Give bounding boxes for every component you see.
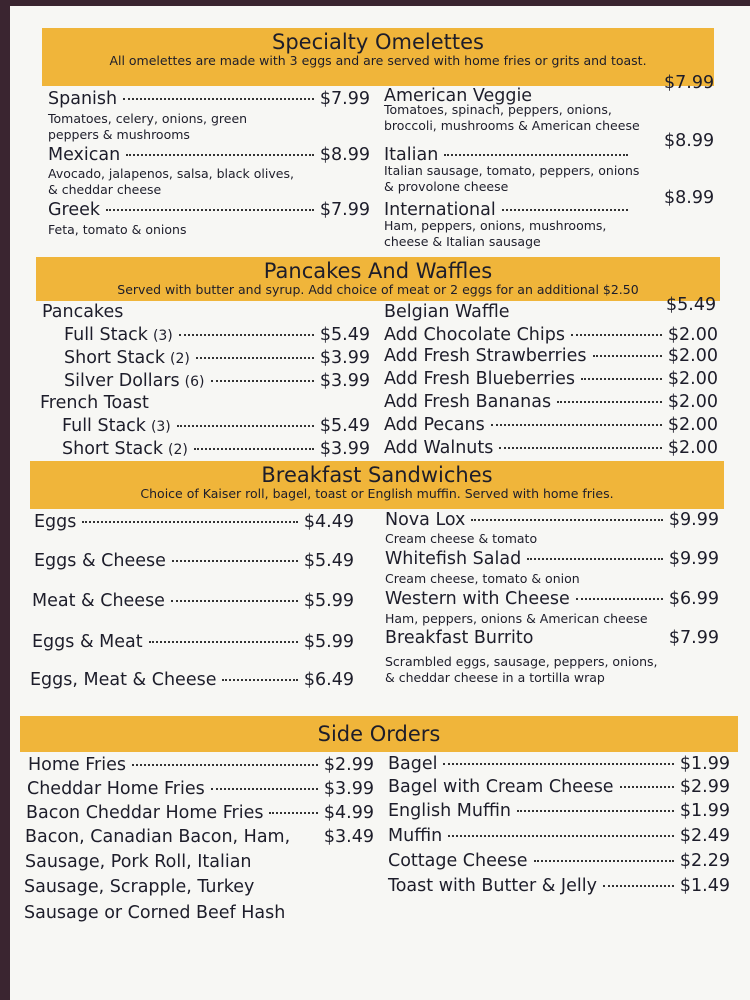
french-toast-label: French Toast [40,393,149,413]
menu-item: Western with Cheese $6.99 [385,589,719,609]
section-title: Specialty Omelettes [272,30,484,54]
menu-item: Eggs & Cheese $5.49 [34,551,354,571]
menu-item: Add Pecans $2.00 [384,415,718,435]
section-title: Side Orders [317,722,441,746]
menu-item: Italian [384,145,634,165]
section-title: Pancakes And Waffles [263,259,493,283]
section-subtitle: Served with butter and syrup. Add choice of meat or 2 eggs for an additional $2.50 [117,282,639,297]
menu-item-name: American Veggie [384,86,533,106]
menu-item: Home Fries $2.99 [28,755,374,775]
menu-item-price: $7.99 [664,73,715,93]
menu-item: Whitefish Salad $9.99 [385,549,719,569]
item-continuation: Sausage, Scrapple, Turkey [24,877,255,897]
section-subtitle: All omelettes are made with 3 eggs and are served with home fries or grits and toast. [109,53,647,68]
menu-item: Short Stack (2) $3.99 [62,439,370,459]
menu-item: Eggs & Meat $5.99 [32,632,354,652]
menu-item: Toast with Butter & Jelly $1.49 [388,876,730,896]
menu-item: Cheddar Home Fries $3.99 [27,779,374,799]
menu-item: Short Stack (2) $3.99 [64,348,370,368]
menu-item: Greek $7.99 [48,200,370,220]
menu-item: Eggs $4.49 [34,512,354,532]
menu-item: Mexican $8.99 [48,145,370,165]
menu-item: Muffin $2.49 [388,826,730,846]
menu-item: Silver Dollars (6) $3.99 [64,371,370,391]
item-description: Ham, peppers, onions, mushrooms, cheese & Italian sausage [384,218,607,249]
menu-item: Add Fresh Strawberries $2.00 [384,346,718,366]
item-description: Ham, peppers, onions & American cheese [385,611,648,626]
menu-item: Bacon Cheddar Home Fries $4.99 [26,803,374,823]
menu-item: Bagel with Cream Cheese $2.99 [388,777,730,797]
item-continuation: Sausage or Corned Beef Hash [24,903,286,923]
menu-item: Meat & Cheese $5.99 [32,591,354,611]
menu-item: Add Walnuts $2.00 [384,438,718,458]
menu-item-price: $8.99 [664,131,715,151]
menu-item: Add Fresh Blueberries $2.00 [384,369,718,389]
item-description: Tomatoes, spinach, peppers, onions, broccoli, mushrooms & American cheese [384,102,640,133]
menu-item: Add Fresh Bananas $2.00 [384,392,718,412]
item-description: Cream cheese & tomato [385,531,538,546]
menu-item: Add Chocolate Chips $2.00 [384,325,718,345]
menu-item: Bagel $1.99 [388,754,730,774]
item-description: Feta, tomato & onions [48,222,187,237]
section-subtitle: Choice of Kaiser roll, bagel, toast or English muffin. Served with home fries. [140,486,614,501]
menu-item: Spanish $7.99 [48,89,370,109]
sandwiches-banner [30,461,724,509]
menu-item: Full Stack (3) $5.49 [64,325,370,345]
section-title: Breakfast Sandwiches [261,463,493,487]
item-description: Tomatoes, celery, onions, green peppers & mushrooms [48,111,248,142]
omelettes-banner [42,28,714,86]
pancakes-label: Pancakes [42,302,124,322]
menu-item: English Muffin $1.99 [388,801,730,821]
menu-item: Full Stack (3) $5.49 [62,416,370,436]
item-description: Avocado, jalapenos, salsa, black olives, & cheddar cheese [48,166,294,197]
menu-item-name: Belgian Waffle [384,302,510,322]
item-continuation: Sausage, Pork Roll, Italian [25,852,252,872]
menu-item-price: $8.99 [664,188,715,208]
menu-item: Cottage Cheese $2.29 [388,851,730,871]
menu-item: Eggs, Meat & Cheese $6.49 [30,670,354,690]
item-description: Cream cheese, tomato & onion [385,571,580,586]
item-description: Italian sausage, tomato, peppers, onions & provolone cheese [384,163,640,194]
menu-item-price: $5.49 [666,295,717,315]
menu-item: International [384,200,634,220]
menu-item: Nova Lox $9.99 [385,510,719,530]
item-description: Scrambled eggs, sausage, peppers, onions, & cheddar cheese in a tortilla wrap [385,654,658,685]
menu-item: Breakfast Burrito $7.99 [385,628,719,648]
sides-banner [20,716,738,752]
menu-item: Bacon, Canadian Bacon, Ham, $3.49 [25,827,374,847]
pancakes-banner [36,257,720,301]
